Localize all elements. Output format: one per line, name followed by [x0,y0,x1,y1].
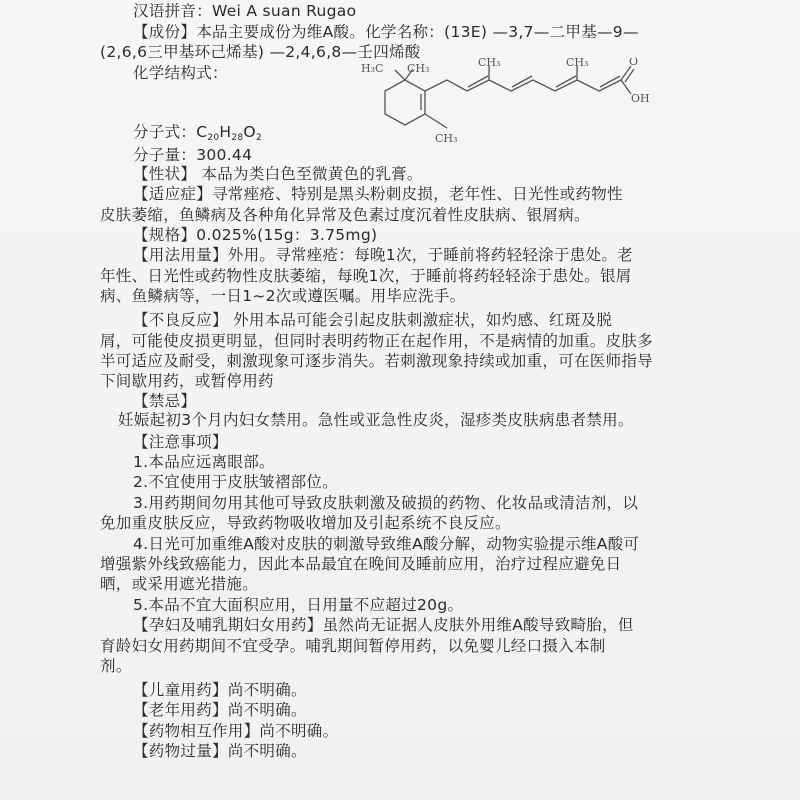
precaution-item-4-line-1: 4.日光可加重维A酸对皮肤的刺激导致维A酸分解，动物实验提示维A酸可 [133,535,640,553]
adverse-line-3: 半可适应及耐受，刺激现象可逐步消失。若刺激现象持续或加重，可在医师指导 [100,352,654,370]
indications-line-1: 【适应症】寻常痤疮、特别是黑头粉刺皮损，老年性、日光性或药物性 [133,185,623,203]
formula-c: C [196,123,208,141]
structure-label: 化学结构式： [133,64,228,82]
ingredients-line-1: 【成份】本品主要成份为维A酸。化学名称：(13E) —3,7—二甲基—9— [133,23,639,41]
contraindications-text: 妊娠起初3个月内妇女禁用。急性或亚急性皮炎，湿疹类皮肤病患者禁用。 [118,411,634,429]
formula-o-sub: 2 [255,133,262,143]
usage-line-1: 【用法用量】外用。寻常痤疮：每晚1次，于睡前将药轻轻涂于患处。老 [133,246,633,264]
indications-line-2: 皮肤萎缩，鱼鳞病及各种角化异常及色素过度沉着性皮肤病、银屑病。 [100,206,590,224]
precaution-item-4-line-2: 增强紫外线致癌能力，因此本品最宜在晚间及睡前应用，治疗过程应避免日 [100,555,622,573]
pregnancy-line-3: 剂。 [100,657,132,675]
atom-ch3-chain-1: CH₃ [478,58,501,69]
usage-line-2: 年性、日光性或药物性皮肤萎缩，每晚1次，于睡前将药轻轻涂于患处。银屑 [100,267,632,285]
chemical-structure-diagram [355,58,655,158]
adverse-line-1: 【不良反应】 外用本品可能会引起皮肤刺激症状，如灼感、红斑及脱 [133,311,613,329]
section-character: 【性状】 本品为类白色至微黄色的乳膏。 [133,165,423,183]
precaution-item-4-line-3: 晒，或采用遮光措施。 [100,575,259,593]
atom-h3c-left: H₃C [361,62,384,75]
pregnancy-line-1: 【孕妇及哺乳期妇女用药】虽然尚无证据人皮肤外用维A酸导致畸胎，但 [133,616,634,634]
precaution-item-3-line-2: 免加重皮肤反应，导致药物吸收增加及引起系统不良反应。 [100,514,511,532]
atom-o: O [629,58,639,68]
section-children: 【儿童用药】尚不明确。 [133,681,307,699]
precaution-item-3-line-1: 3.用药期间勿用其他可导致皮肤刺激及破损的药物、化妆品或清洁剂，以 [133,494,639,512]
contraindications-heading: 【禁忌】 [133,392,197,410]
section-elderly: 【老年用药】尚不明确。 [133,701,307,719]
atom-ch3-gem: CH₃ [407,62,430,75]
usage-line-3: 病、鱼鳞病等，一日1~2次或遵医嘱。用毕应洗手。 [100,287,466,305]
pregnancy-line-2: 育龄妇女用药期间不宜受孕。哺乳期间暂停用药，以免婴儿经口摄入本制 [100,637,606,655]
precaution-item-5: 5.本品不宜大面积应用，日用量不应超过20g。 [133,596,464,614]
atom-oh: OH [631,92,650,105]
section-interactions: 【药物相互作用】尚不明确。 [133,722,339,740]
formula-o: O [243,123,256,141]
pinyin-name: 汉语拼音：Wei A suan Rugao [133,2,357,20]
formula-h: H [219,123,232,141]
section-overdose: 【药物过量】尚不明确。 [133,742,307,760]
section-spec: 【规格】0.025%(15g：3.75mg) [133,226,378,244]
atom-ch3-ring: CH₃ [435,132,458,145]
formula-c-sub: 20 [207,133,220,143]
formula-prefix: 分子式： [133,123,197,141]
precautions-heading: 【注意事项】 [133,433,228,451]
adverse-line-4: 下间歇用药，或暂停用药 [100,372,274,390]
adverse-line-2: 屑，可能使皮损更明显，但同时表明药物正在起作用，不是病情的加重。皮肤多 [100,332,654,350]
formula-h-sub: 28 [231,133,244,143]
molecular-weight: 分子量：300.44 [133,146,253,164]
precaution-item-1: 1.本品应远离眼部。 [133,453,275,471]
precaution-item-2: 2.不宜使用于皮肤皱褶部位。 [133,473,338,491]
atom-ch3-chain-2: CH₃ [566,58,589,69]
ingredients-line-2: (2,6,6三甲基环己烯基) —2,4,6,8—壬四烯酸 [100,43,421,61]
